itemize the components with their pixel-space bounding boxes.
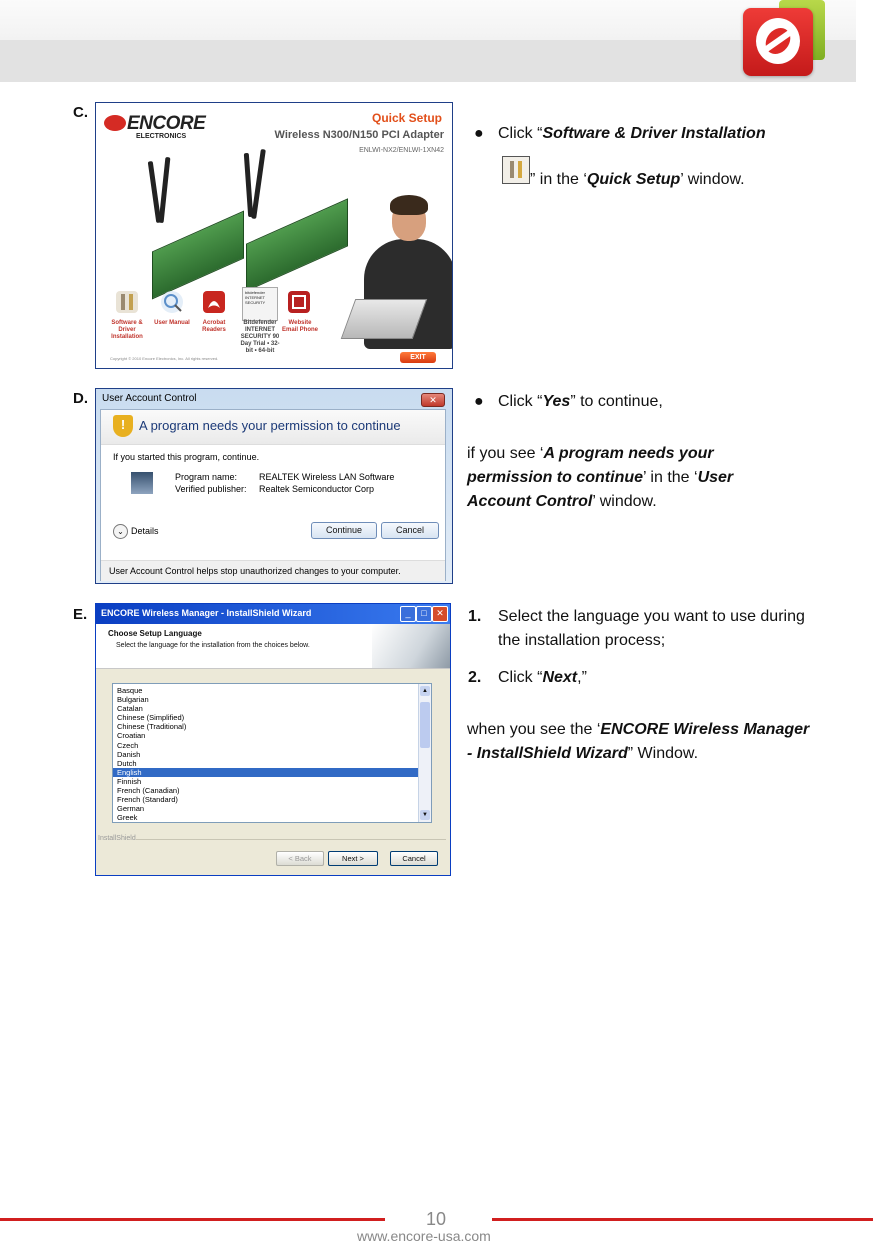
uac-title: User Account Control	[102, 393, 197, 404]
step-c-text: Click “Software & Driver Installation	[498, 125, 766, 142]
bullet: ●	[474, 393, 484, 410]
step-c-text-2: ” in the ‘Quick Setup’ window.	[530, 171, 745, 188]
step-letter-c: C.	[73, 104, 88, 121]
continue-button[interactable]: Continue	[311, 522, 377, 539]
details-link[interactable]: Details	[131, 526, 159, 536]
divider	[136, 839, 446, 840]
language-option[interactable]: Chinese (Traditional)	[117, 722, 187, 732]
language-option[interactable]: Bulgarian	[117, 695, 149, 705]
chevron-down-icon[interactable]: ⌄	[113, 524, 128, 539]
uac-started: If you started this program, continue.	[113, 452, 260, 462]
uac-footer	[101, 560, 445, 581]
installshield-screenshot	[95, 603, 451, 876]
support-icon[interactable]	[288, 291, 310, 313]
minimize-icon[interactable]: _	[400, 606, 416, 622]
qs-label-manual: User Manual	[154, 320, 190, 326]
step-number: 1.	[468, 608, 482, 625]
antenna	[251, 149, 266, 219]
qs-title: Quick Setup	[371, 111, 442, 125]
cancel-button[interactable]: Cancel	[381, 522, 439, 539]
footer-line-right	[492, 1218, 873, 1221]
program-name-label: Program name:	[175, 472, 238, 482]
antenna	[159, 157, 171, 223]
scroll-thumb[interactable]	[420, 702, 430, 748]
maximize-icon[interactable]: □	[416, 606, 432, 622]
uac-dialog-body	[100, 409, 446, 581]
step-e-item-2: Click “Next,”	[498, 669, 587, 686]
qs-product: Wireless N300/N150 PCI Adapter	[274, 129, 444, 141]
back-button[interactable]: < Back	[276, 851, 324, 866]
header-band	[0, 40, 856, 82]
cancel-button[interactable]: Cancel	[390, 851, 438, 866]
language-option[interactable]: Danish	[117, 749, 141, 759]
step-d-note: if you see ‘A program needs your permission to continue’ in the ‘User Account Control’ window.	[467, 445, 734, 510]
next-button[interactable]: Next >	[328, 851, 378, 866]
person-hair	[390, 195, 428, 215]
is-brand: InstallShield	[98, 835, 136, 842]
program-name-value: REALTEK Wireless LAN Software	[259, 472, 395, 482]
qs-copyright: Copyright © 2010 Encore Electronics, Inc. All rights reserved.	[110, 356, 219, 361]
footer-line-left	[0, 1218, 385, 1221]
header-top	[0, 0, 856, 40]
is-header	[96, 624, 450, 669]
language-option[interactable]: Czech	[117, 740, 139, 750]
pci-card-image	[152, 211, 244, 300]
language-listbox[interactable]	[112, 683, 432, 823]
language-option[interactable]: Catalan	[117, 704, 143, 714]
scroll-up-icon[interactable]: ▲	[420, 686, 430, 696]
qs-label-website: Website Email Phone	[282, 320, 319, 333]
quick-setup-screenshot	[95, 102, 453, 369]
bitdefender-box[interactable]: bitdefender INTERNET SECURITY	[242, 287, 278, 321]
tools-icon[interactable]	[116, 291, 138, 313]
language-option[interactable]: Finnish	[117, 776, 142, 786]
qs-brand-logo: ENCORE	[104, 113, 205, 135]
is-title: ENCORE Wireless Manager - InstallShield Wizard	[101, 608, 312, 618]
language-option[interactable]: Dutch	[117, 758, 137, 768]
uac-footer-text: User Account Control helps stop unauthorized changes to your computer.	[109, 566, 401, 576]
pci-card-image	[246, 198, 348, 291]
step-letter-e: E.	[73, 606, 88, 623]
scrollbar[interactable]	[418, 684, 431, 822]
is-body	[96, 669, 450, 875]
scroll-down-icon[interactable]: ▼	[420, 810, 430, 820]
language-option[interactable]: French (Standard)	[117, 795, 178, 805]
qs-label-bitdefender: Bitdefender INTERNET SECURITY 90 Day Trial • 32-bit • 64-bit	[240, 320, 280, 354]
bullet: ●	[474, 125, 484, 142]
laptop-image	[341, 299, 428, 339]
language-option[interactable]: German	[117, 804, 145, 814]
magnifier-icon[interactable]	[161, 291, 183, 313]
close-icon[interactable]: ✕	[432, 606, 448, 622]
page-number: 10	[426, 1209, 447, 1229]
step-e-note: when you see the ‘ENCORE Wireless Manager - InstallShield Wizard” Window.	[467, 721, 810, 762]
page-curl-graphic	[372, 624, 450, 668]
is-subheading: Select the language for the installation from the choices below.	[116, 642, 310, 649]
qs-brand-sub: ELECTRONICS	[136, 133, 187, 140]
language-option[interactable]: Croatian	[117, 731, 146, 741]
footer-url[interactable]: www.encore-usa.com	[357, 1228, 491, 1244]
step-letter-d: D.	[73, 390, 88, 407]
qs-label-acrobat: Acrobat Readers	[202, 320, 226, 333]
program-icon	[131, 472, 153, 494]
language-option[interactable]: French (Canadian)	[117, 786, 180, 796]
acrobat-icon[interactable]	[203, 291, 225, 313]
publisher-value: Realtek Semiconductor Corp	[259, 484, 375, 494]
qs-exit-button[interactable]: EXIT	[400, 352, 436, 363]
step-number: 2.	[468, 669, 482, 686]
uac-screenshot	[95, 388, 453, 584]
tools-icon	[502, 156, 530, 184]
language-option[interactable]: English	[113, 768, 431, 777]
step-d-text: Click “Yes” to continue,	[498, 393, 663, 410]
language-option[interactable]: Basque	[117, 686, 143, 695]
publisher-label: Verified publisher:	[175, 484, 247, 494]
qs-model: ENLWI-NX2/ENLWI-1XN42	[359, 147, 444, 154]
close-icon[interactable]: ✕	[421, 393, 445, 407]
language-option[interactable]: Greek	[117, 813, 138, 823]
step-e-item-1: Select the language you want to use during the installation process;	[498, 608, 805, 649]
shield-icon: !	[113, 415, 133, 437]
uac-heading: A program needs your permission to continue	[139, 418, 401, 433]
is-heading: Choose Setup Language	[108, 629, 202, 638]
qs-label-software: Software & Driver Installation	[111, 320, 143, 340]
language-option[interactable]: Chinese (Simplified)	[117, 713, 185, 723]
